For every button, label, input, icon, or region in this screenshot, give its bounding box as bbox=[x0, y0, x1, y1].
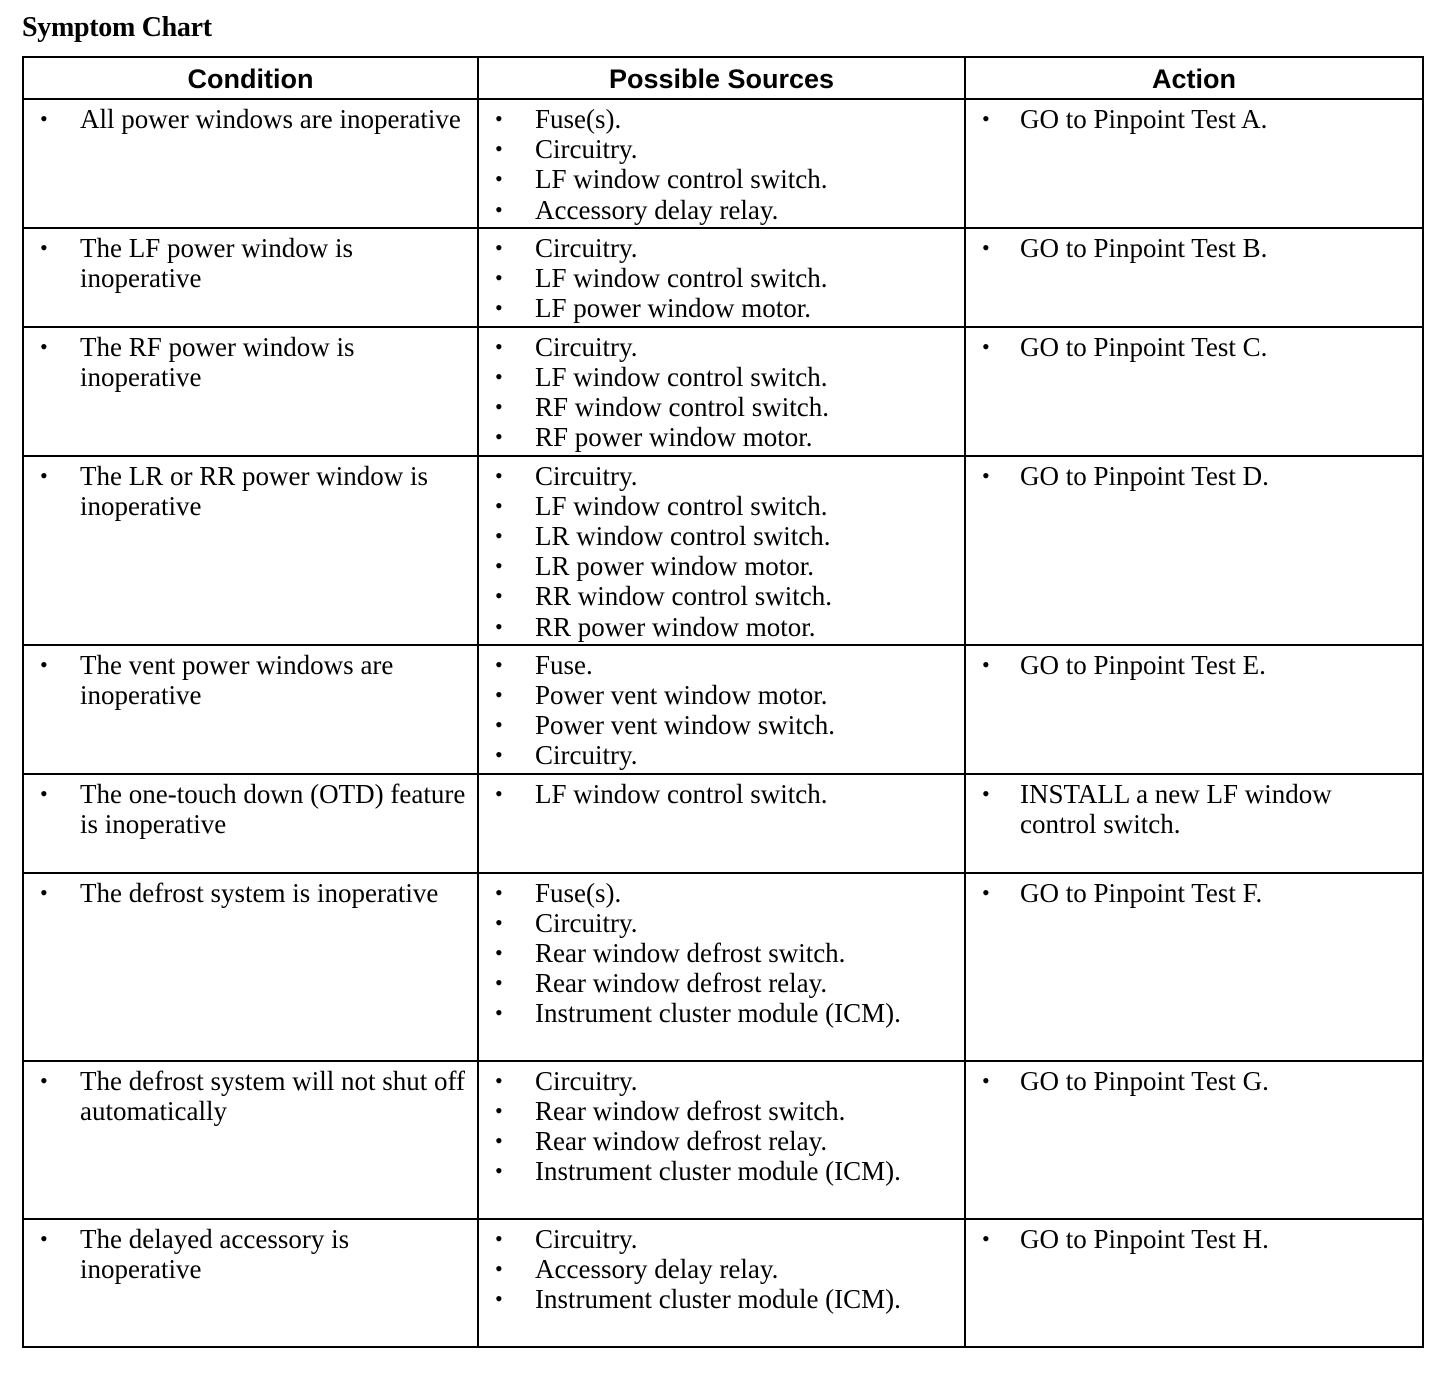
source-item: • LF window control switch. bbox=[479, 164, 956, 194]
action-cell bbox=[965, 645, 1423, 774]
table-row bbox=[23, 456, 1423, 645]
table-row bbox=[23, 99, 1423, 228]
source-item: • Instrument cluster module (ICM). bbox=[479, 1284, 956, 1314]
source-item: • RR window control switch. bbox=[479, 581, 956, 611]
sources-cell bbox=[478, 99, 965, 228]
sources-cell bbox=[478, 873, 965, 1061]
condition-cell bbox=[23, 456, 478, 645]
source-item: • Rear window defrost relay. bbox=[479, 1126, 956, 1156]
action-item: • GO to Pinpoint Test C. bbox=[966, 332, 1414, 362]
source-item: • Rear window defrost relay. bbox=[479, 968, 956, 998]
action-cell bbox=[965, 873, 1423, 1061]
action-item: • GO to Pinpoint Test H. bbox=[966, 1224, 1414, 1254]
table-row bbox=[23, 645, 1423, 774]
source-item: • Circuitry. bbox=[479, 1224, 956, 1254]
condition-item: • The one-touch down (OTD) feature is inoperative bbox=[24, 779, 469, 839]
page-title: Symptom Chart bbox=[22, 12, 212, 43]
source-item: • Power vent window switch. bbox=[479, 710, 956, 740]
action-header: Action bbox=[965, 57, 1423, 99]
table-row bbox=[23, 327, 1423, 456]
source-item: • Circuitry. bbox=[479, 740, 956, 770]
source-item: • Accessory delay relay. bbox=[479, 195, 956, 225]
source-item: • Fuse. bbox=[479, 650, 956, 680]
condition-header: Condition bbox=[23, 57, 478, 99]
action-item: • GO to Pinpoint Test E. bbox=[966, 650, 1414, 680]
action-item: • GO to Pinpoint Test A. bbox=[966, 104, 1414, 134]
action-cell bbox=[965, 99, 1423, 228]
source-item: • Rear window defrost switch. bbox=[479, 1096, 956, 1126]
source-item: • Fuse(s). bbox=[479, 878, 956, 908]
action-item: • GO to Pinpoint Test G. bbox=[966, 1066, 1414, 1096]
source-item: • Circuitry. bbox=[479, 134, 956, 164]
condition-cell bbox=[23, 873, 478, 1061]
source-item: • Circuitry. bbox=[479, 1066, 956, 1096]
source-item: • LR window control switch. bbox=[479, 521, 956, 551]
action-cell bbox=[965, 774, 1423, 873]
condition-item: • The defrost system is inoperative bbox=[24, 878, 469, 908]
condition-item: • The LR or RR power window is inoperative bbox=[24, 461, 469, 521]
source-item: • LF window control switch. bbox=[479, 491, 956, 521]
source-item: • Circuitry. bbox=[479, 233, 956, 263]
source-item: • Instrument cluster module (ICM). bbox=[479, 1156, 956, 1186]
table-row bbox=[23, 1219, 1423, 1347]
sources-cell bbox=[478, 1219, 965, 1347]
condition-cell bbox=[23, 99, 478, 228]
table-row bbox=[23, 774, 1423, 873]
source-item: • Rear window defrost switch. bbox=[479, 938, 956, 968]
source-item: • RF power window motor. bbox=[479, 422, 956, 452]
sources-cell bbox=[478, 774, 965, 873]
source-item: • Fuse(s). bbox=[479, 104, 956, 134]
source-item: • LF power window motor. bbox=[479, 293, 956, 323]
action-item: • GO to Pinpoint Test F. bbox=[966, 878, 1414, 908]
source-item: • Instrument cluster module (ICM). bbox=[479, 998, 956, 1028]
condition-cell bbox=[23, 645, 478, 774]
table-row bbox=[23, 1061, 1423, 1219]
action-cell bbox=[965, 228, 1423, 327]
sources-cell bbox=[478, 1061, 965, 1219]
condition-item: • The vent power windows are inoperative bbox=[24, 650, 469, 710]
source-item: • Power vent window motor. bbox=[479, 680, 956, 710]
source-item: • RF window control switch. bbox=[479, 392, 956, 422]
source-item: • RR power window motor. bbox=[479, 612, 956, 642]
source-item: • Circuitry. bbox=[479, 908, 956, 938]
table-row bbox=[23, 873, 1423, 1061]
sources-cell bbox=[478, 327, 965, 456]
condition-item: • The defrost system will not shut off automatically bbox=[24, 1066, 469, 1126]
action-item: • INSTALL a new LF window control switch. bbox=[966, 779, 1414, 839]
condition-item: • The LF power window is inoperative bbox=[24, 233, 469, 293]
source-item: • Accessory delay relay. bbox=[479, 1254, 956, 1284]
condition-cell bbox=[23, 228, 478, 327]
condition-cell bbox=[23, 327, 478, 456]
action-cell bbox=[965, 1219, 1423, 1347]
source-item: • Circuitry. bbox=[479, 332, 956, 362]
symptom-chart-table bbox=[22, 56, 1424, 1348]
source-item: • LR power window motor. bbox=[479, 551, 956, 581]
table-header-row bbox=[23, 57, 1423, 99]
sources-cell bbox=[478, 228, 965, 327]
action-cell bbox=[965, 1061, 1423, 1219]
source-item: • Circuitry. bbox=[479, 461, 956, 491]
action-item: • GO to Pinpoint Test D. bbox=[966, 461, 1414, 491]
condition-item: • All power windows are inoperative bbox=[24, 104, 469, 134]
condition-item: • The delayed accessory is inoperative bbox=[24, 1224, 469, 1284]
sources-cell bbox=[478, 456, 965, 645]
table-row bbox=[23, 228, 1423, 327]
possible-sources-header: Possible Sources bbox=[478, 57, 965, 99]
sources-cell bbox=[478, 645, 965, 774]
action-cell bbox=[965, 327, 1423, 456]
action-item: • GO to Pinpoint Test B. bbox=[966, 233, 1414, 263]
source-item: • LF window control switch. bbox=[479, 779, 956, 809]
source-item: • LF window control switch. bbox=[479, 263, 956, 293]
action-cell bbox=[965, 456, 1423, 645]
condition-cell bbox=[23, 774, 478, 873]
condition-item: • The RF power window is inoperative bbox=[24, 332, 469, 392]
source-item: • LF window control switch. bbox=[479, 362, 956, 392]
condition-cell bbox=[23, 1219, 478, 1347]
condition-cell bbox=[23, 1061, 478, 1219]
